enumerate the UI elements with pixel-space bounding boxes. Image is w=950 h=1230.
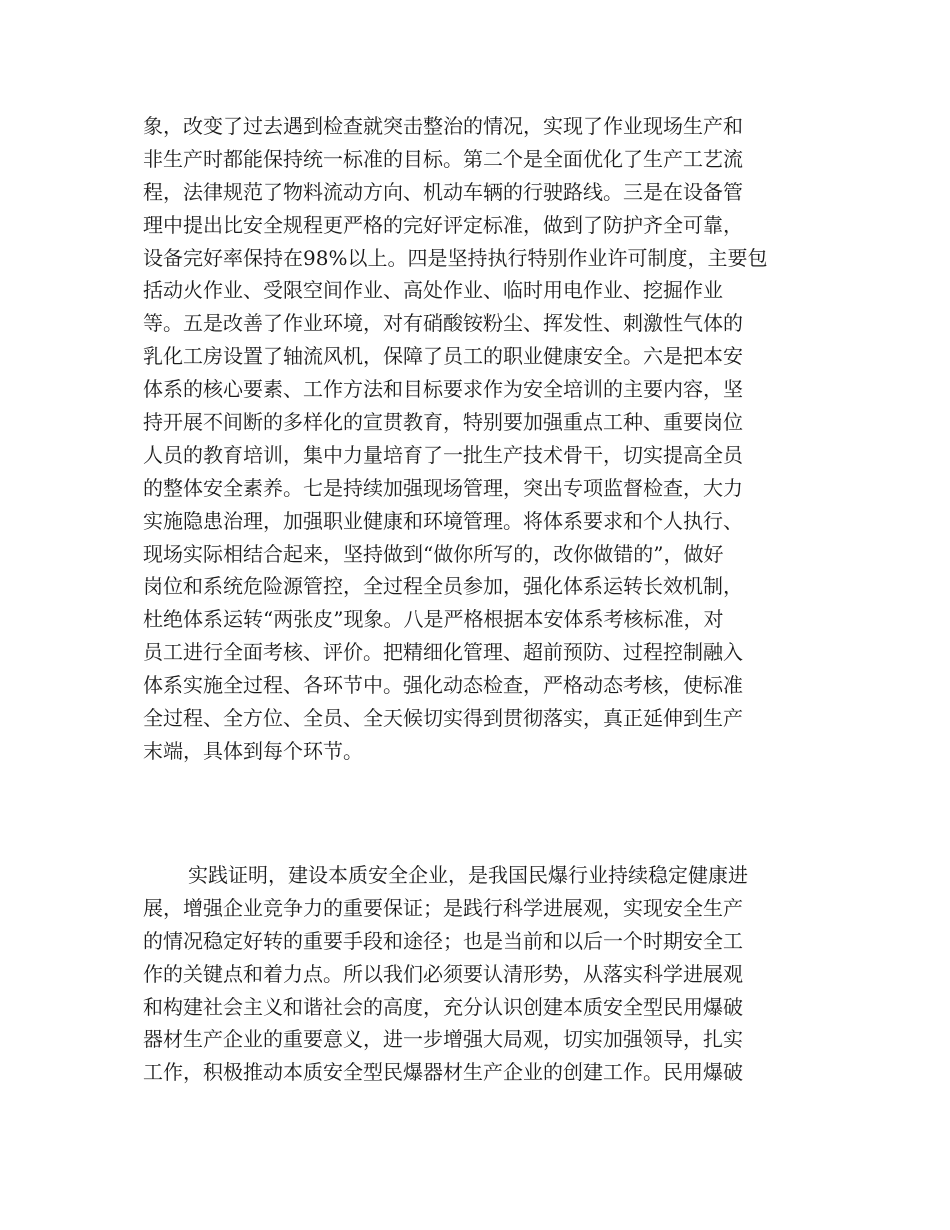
text-line: 和构建社会主义和谐社会的高度，充分认识创建本质安全型民用爆破: [143, 994, 743, 1019]
text-line: 展，增强企业竞争力的重要保证；是践行科学进展观，实现安全生产: [143, 895, 743, 920]
text-line: 非生产时都能保持统一标准的目标。第二个是全面优化了生产工艺流: [143, 146, 743, 171]
text-line: 理中提出比安全规程更严格的完好评定标准，做到了防护齐全可靠，: [143, 212, 743, 237]
text-line: 等。五是改善了作业环境，对有硝酸铵粉尘、挥发性、刺激性气体的: [143, 311, 743, 336]
text-line: 工作，积极推动本质安全型民爆器材生产企业的创建工作。民用爆破: [143, 1060, 743, 1085]
text-line: 的情况稳定好转的重要手段和途径；也是当前和以后一个时期安全工: [143, 928, 743, 953]
text-line: 作的关键点和着力点。所以我们必须要认清形势，从落实科学进展观: [143, 961, 743, 986]
text-line: 体系实施全过程、各环节中。强化动态检查，严格动态考核，使标准: [143, 673, 743, 698]
text-line: 器材生产企业的重要意义，进一步增强大局观，切实加强领导，扎实: [143, 1027, 743, 1052]
text-line: 杜绝体系运转“两张皮”现象。八是严格根据本安体系考核标准，对: [143, 607, 724, 632]
paragraph-2: [143, 859, 803, 1089]
text-line: 的整体安全素养。七是持续加强现场管理，突出专项监督检查，大力: [143, 475, 743, 500]
text-line: 实施隐患治理，加强职业健康和环境管理。将体系要求和个人执行、: [143, 508, 743, 533]
text-line: 实践证明，建设本质安全企业，是我国民爆行业持续稳定健康进: [188, 863, 748, 887]
text-line: 设备完好率保持在98%以上。四是坚持执行特别作业许可制度，主要包: [143, 245, 768, 270]
paragraph-1: [143, 110, 803, 768]
text-line: 全过程、全方位、全员、全天候切实得到贯彻落实，真正延伸到生产: [143, 706, 743, 731]
text-line: 乳化工房设置了轴流风机，保障了员工的职业健康安全。六是把本安: [143, 344, 743, 369]
text-line: 程，法律规范了物料流动方向、机动车辆的行驶路线。三是在设备管: [143, 179, 743, 204]
text-line: 岗位和系统危险源管控，全过程全员参加，强化体系运转长效机制，: [143, 574, 743, 599]
text-line: 人员的教育培训，集中力量培育了一批生产技术骨干，切实提高全员: [143, 442, 743, 467]
text-line: 括动火作业、受限空间作业、高处作业、临时用电作业、挖掘作业: [143, 278, 723, 303]
text-line: 员工进行全面考核、评价。把精细化管理、超前预防、过程控制融入: [143, 640, 743, 665]
text-line: 持开展不间断的多样化的宣贯教育，特别要加强重点工种、重要岗位: [143, 410, 743, 435]
text-line: 象，改变了过去遇到检查就突击整治的情况，实现了作业现场生产和: [143, 114, 743, 138]
text-line: 末端，具体到每个环节。: [143, 738, 363, 763]
text-line: 体系的核心要素、工作方法和目标要求作为安全培训的主要内容，坚: [143, 377, 743, 402]
text-line: 现场实际相结合起来，坚持做到“做你所写的，改你做错的”，做好: [143, 541, 724, 566]
